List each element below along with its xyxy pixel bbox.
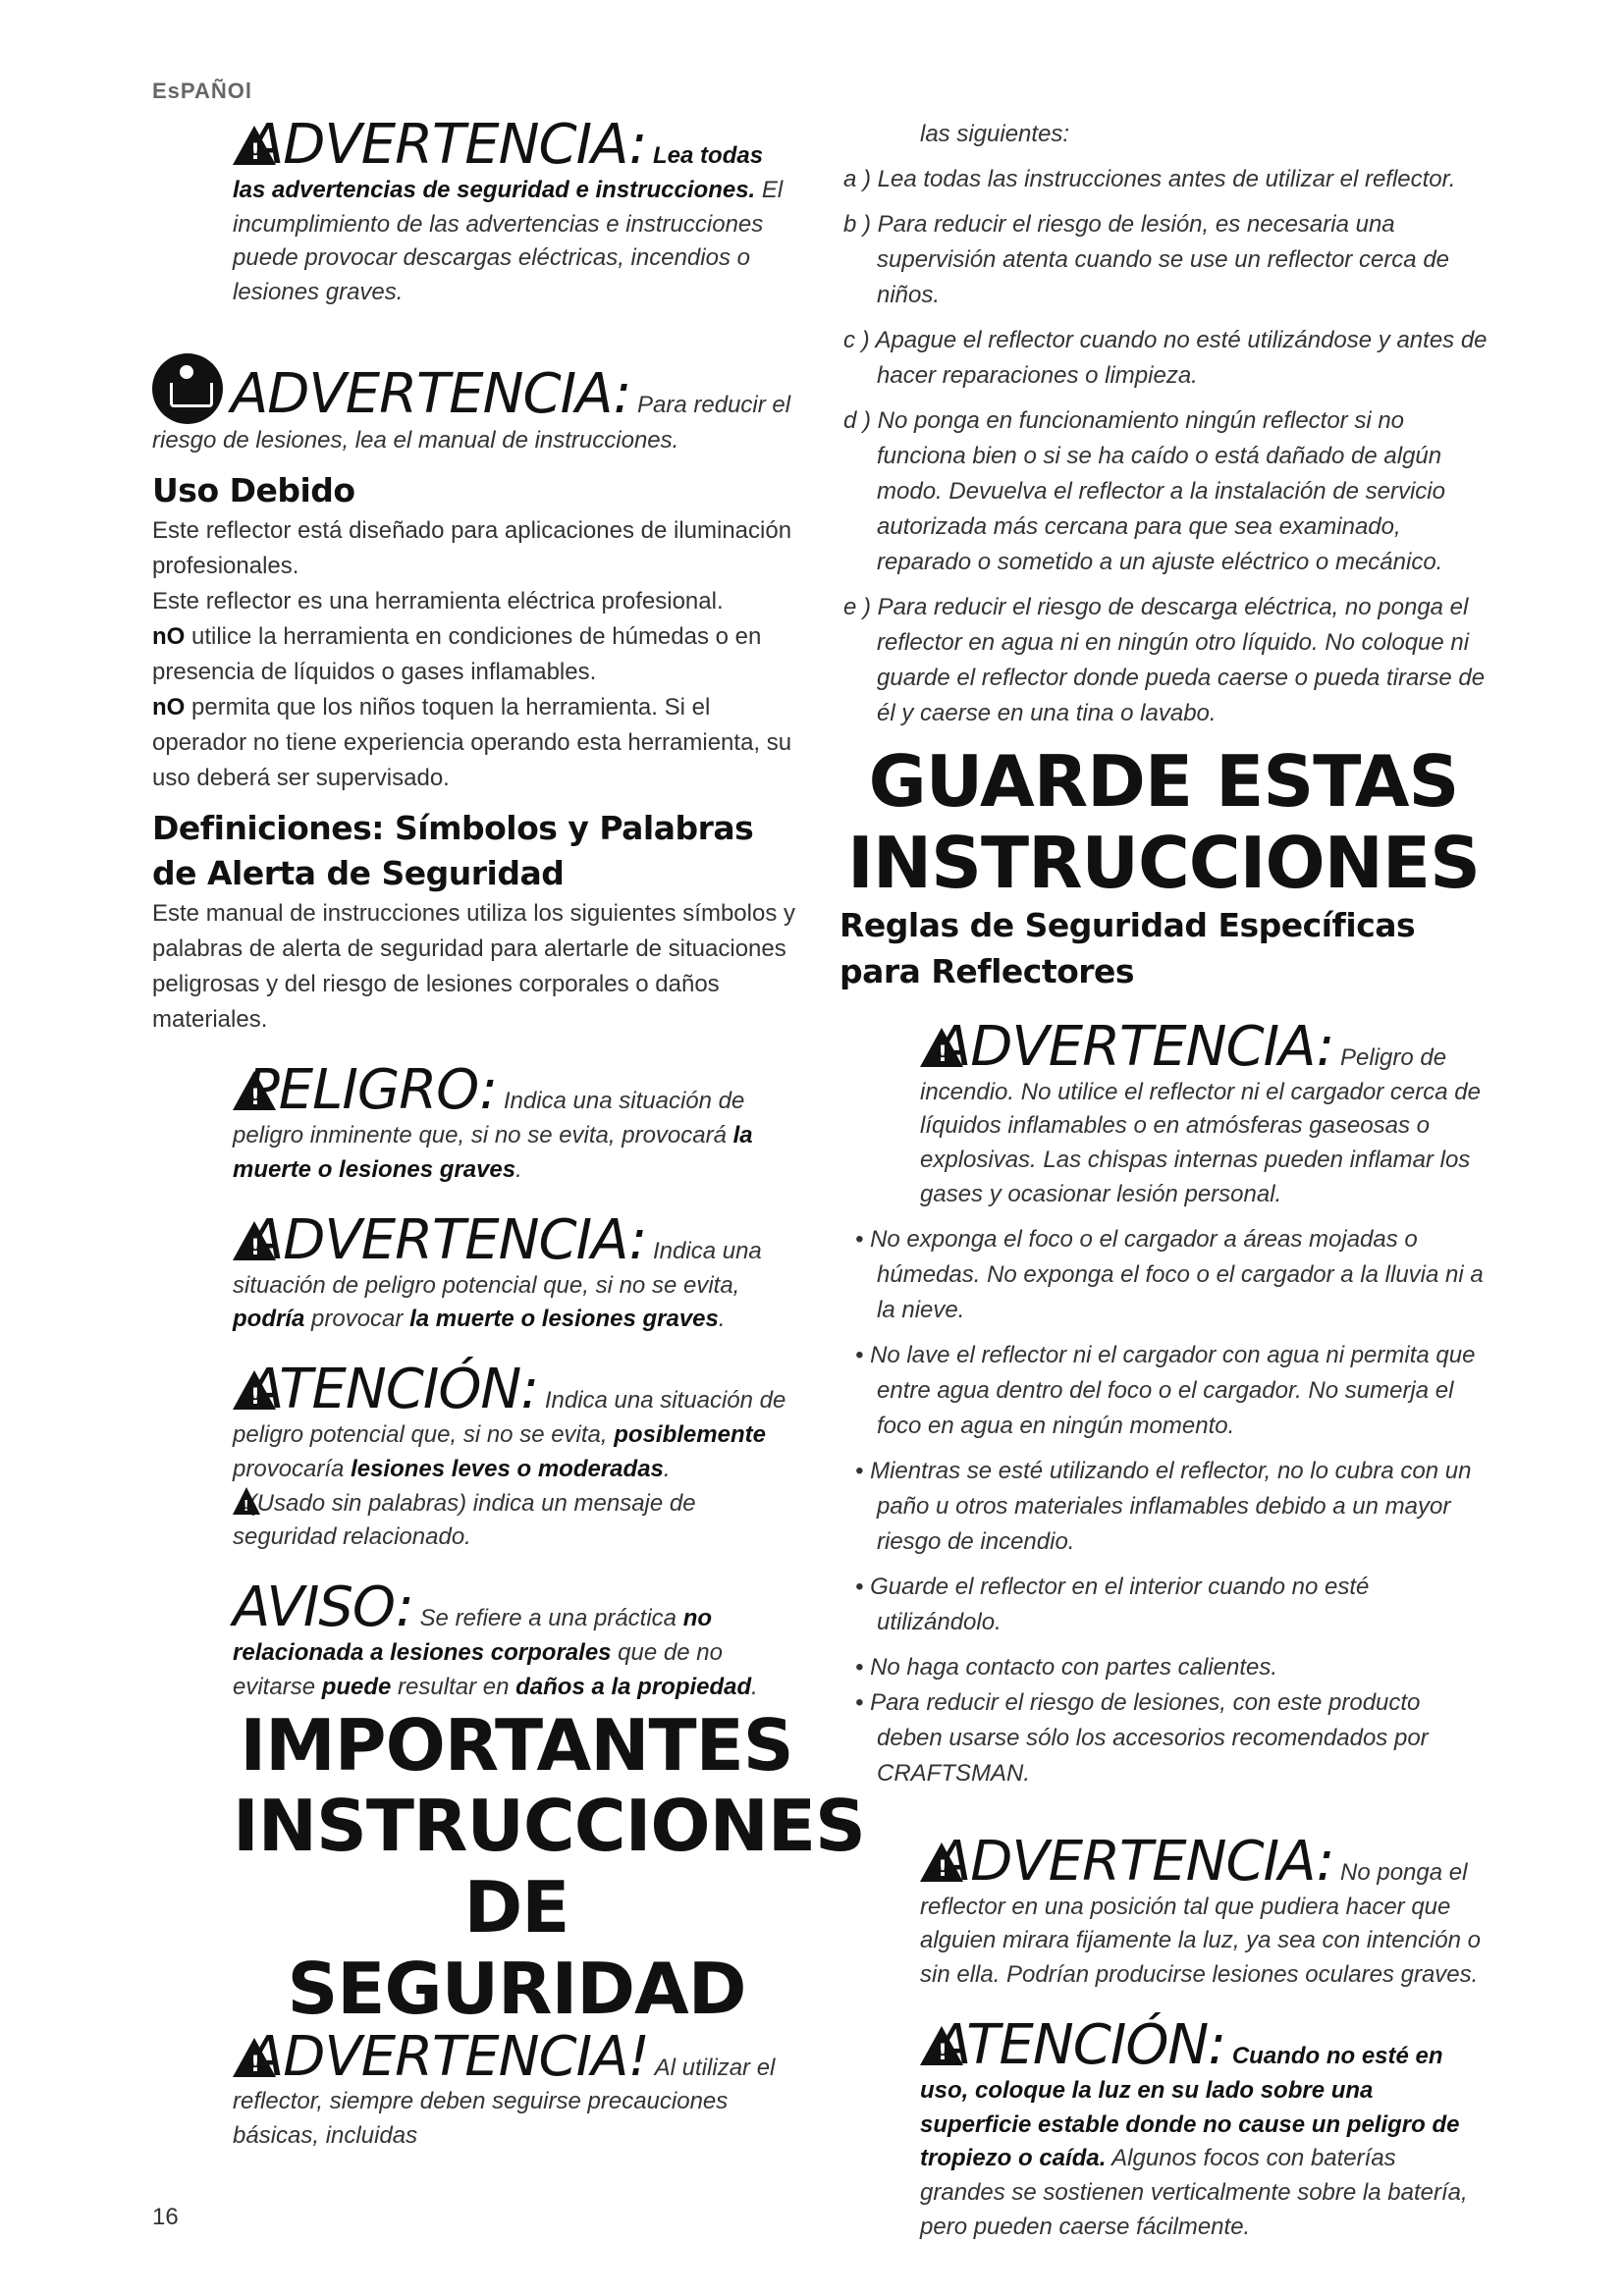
bullet-item: • No lave el reflector ni el cargador con agua ni permita que entre agua dentro del foco o el cargador. No sumerja el foco en agua en ningún momento. <box>855 1341 1476 1439</box>
bullet-item: • Para reducir el riesgo de lesiones, con este producto deben usarse sólo los accesorios recomendados por CRAFTSMAN. <box>855 1688 1429 1787</box>
save-instructions-line: INSTRUCCIONES <box>847 821 1480 904</box>
definiciones-paragraph: Este manual de instrucciones utiliza los siguientes símbolos y palabras de alerta de seguridad para alertarle de situaciones peligrosas y del riesgo de lesiones corporales o daños materiales. <box>152 900 795 1034</box>
section-title-reglas: Reglas de Seguridad Específicas para Reflectores <box>839 906 1416 990</box>
list-item: c ) Apague el reflector cuando no esté utilizándose y antes de hacer reparaciones o limpieza. <box>843 326 1488 389</box>
advertencia-bold: la muerte o lesiones graves <box>409 1306 719 1333</box>
continuation-text: las siguientes: <box>920 121 1070 147</box>
caution-heading: ATENCIÓN: <box>934 2012 1226 2077</box>
peligro-heading: PELIGRO: <box>246 1058 498 1123</box>
warning-triangle-icon <box>233 2038 276 2077</box>
list-item: b ) Para reducir el riesgo de lesión, es necesaria una supervisión atenta cuando se use un reflector cerca de niños. <box>843 210 1450 308</box>
warning-triangle-icon <box>920 1842 963 1882</box>
bullet-item: • Mientras se esté utilizando el reflector, no lo cubra con un paño u otros materiales inflamables debido a un mayor riesgo de incendio. <box>855 1457 1472 1555</box>
aviso-text: resultar en <box>391 1673 516 1700</box>
warning-fire-hazard <box>839 1014 1488 1212</box>
language-label: EsPAÑOl <box>152 79 252 103</box>
section-title-uso: Uso Debido <box>152 470 355 509</box>
warning-heading: ADVERTENCIA! <box>246 2024 649 2089</box>
bullet-item: • No haga contacto con partes calientes. <box>855 1653 1278 1681</box>
warning-heading: ADVERTENCIA: <box>934 1829 1334 1894</box>
uso-paragraph: Este reflector es una herramienta eléctrica profesional. <box>152 587 724 614</box>
peligro-text: . <box>515 1155 522 1183</box>
warning-text: No ponga el reflector en una posición tal que pudiera hacer que alguien mirara fijamente la luz, ya sea con intención o sin ella. Podrían producirse lesiones oculares graves. <box>920 1858 1481 1989</box>
bullet-text: No exponga el foco o el cargador a áreas mojadas o húmedas. No exponga el foco o el cargador a la lluvia ni a la nieve. <box>870 1225 1484 1323</box>
bullet-item: • Guarde el reflector en el interior cuando no esté utilizándolo. <box>855 1573 1370 1635</box>
caution-text: Algunos focos con baterías grandes se sostienen verticalmente sobre la batería, pero pueden caerse fácilmente. <box>920 2145 1468 2240</box>
big-title-line: IMPORTANTES <box>240 1703 793 1787</box>
advertencia-text: provocar <box>304 1306 410 1333</box>
signal-peligro <box>152 1058 800 1187</box>
big-title-line: DE SEGURIDAD <box>287 1866 746 2030</box>
atencion-text: . <box>663 1455 671 1482</box>
warning-read-all <box>152 113 800 310</box>
uso-paragraph: Este reflector está diseñado para aplicaciones de iluminación profesionales. <box>152 516 792 579</box>
bullet-text: Guarde el reflector en el interior cuando no esté utilizándolo. <box>870 1573 1370 1635</box>
warning-triangle-icon <box>233 1221 276 1260</box>
atencion-note: (Usado sin palabras) indica un mensaje de seguridad relacionado. <box>233 1489 696 1551</box>
uso-bold: nO <box>152 622 186 650</box>
aviso-bold: daños a la propiedad <box>515 1673 752 1700</box>
signal-advertencia <box>152 1207 800 1337</box>
atencion-text: Indica una situación de peligro potencial que, si no se evita, <box>233 1387 786 1448</box>
important-safety-title <box>152 1703 865 2030</box>
advertencia-bold: podría <box>233 1306 305 1333</box>
advertencia-heading: ADVERTENCIA: <box>246 1207 647 1272</box>
list-item: d ) No ponga en funcionamiento ningún reflector si no funciona bien o si se ha caído o está dañado de algún modo. Devuelva el reflector a la instalación de servicio autorizada más cercana para que sea examinado, reparado o sometido a un ajuste eléctrico o mecánico. <box>843 406 1445 575</box>
aviso-text: Se refiere a una práctica <box>419 1605 683 1632</box>
read-manual-icon <box>152 353 223 424</box>
peligro-bold: la muerte o lesiones graves <box>233 1122 753 1183</box>
uso-text: utilice la herramienta en condiciones de húmedas o en presencia de líquidos o gases inflamables. <box>152 622 762 685</box>
caution-bold: Cuando no esté en uso, coloque la luz en su lado sobre una superficie estable donde no cause un peligro de tropiezo o caída. <box>920 2042 1460 2172</box>
alert-triangle-icon <box>233 1487 260 1515</box>
bullet-text: No haga contacto con partes calientes. <box>870 1653 1278 1681</box>
advertencia-text: . <box>718 1306 726 1333</box>
warning-triangle-icon <box>233 126 276 165</box>
left-column <box>152 113 865 2154</box>
warning-text: Para reducir el riesgo de lesiones, lea el manual de instrucciones. <box>152 391 791 454</box>
bullet-item: • No exponga el foco o el cargador a áreas mojadas o húmedas. No exponga el foco o el cargador a la lluvia ni a la nieve. <box>855 1225 1484 1323</box>
uso-paragraph <box>152 690 800 796</box>
warning-heading: ADVERTENCIA: <box>231 361 631 426</box>
warning-text: Peligro de incendio. No utilice el reflector ni el cargador cerca de líquidos inflamables o en atmósferas gaseosas o explosivas. Las chispas internas pueden inflamar los gases y ocasionar lesión personal. <box>920 1043 1481 1207</box>
bullet-text: No lave el reflector ni el cargador con agua ni permita que entre agua dentro del foco o el cargador. No sumerja el foco en agua en ningún momento. <box>870 1341 1476 1439</box>
atencion-bold: posiblemente <box>614 1420 766 1448</box>
page-number: 16 <box>152 2204 179 2230</box>
aviso-text: . <box>751 1673 758 1700</box>
precautions-list <box>839 162 1488 731</box>
aviso-bold: puede <box>321 1673 392 1700</box>
list-item: e ) Para reducir el riesgo de descarga eléctrica, no ponga el reflector en agua ni en ningún otro líquido. No coloque ni guarde el reflector donde pueda caerse o pueda tirarse de él y caerse en una tina o lavabo. <box>843 593 1486 726</box>
signal-atencion <box>152 1358 800 1555</box>
save-instructions-line: GUARDE ESTAS <box>868 739 1459 823</box>
warning-heading: ADVERTENCIA: <box>246 113 647 177</box>
warning-bold-text: Lea todas las advertencias de seguridad e instrucciones. <box>233 142 764 203</box>
aviso-bold: no relacionada a lesiones corporales <box>233 1605 713 1666</box>
warning-eye-injury <box>839 1829 1488 1993</box>
caution-triangle-icon <box>920 2026 963 2065</box>
uso-paragraph <box>152 619 800 690</box>
atencion-heading: ATENCIÓN: <box>246 1358 539 1422</box>
warning-text: Al utilizar el reflector, siempre deben seguirse precauciones básicas, incluidas <box>233 2054 776 2150</box>
warning-basic-precautions <box>152 2024 800 2154</box>
signal-aviso <box>152 1575 800 1704</box>
bullet-text: Para reducir el riesgo de lesiones, con este producto deben usarse sólo los accesorios recomendados por CRAFTSMAN. <box>870 1688 1429 1787</box>
atencion-text: provocaría <box>233 1455 352 1482</box>
atencion-bold: lesiones leves o moderadas <box>351 1455 664 1482</box>
aviso-text: que de no evitarse <box>233 1638 723 1700</box>
warning-read-manual <box>152 353 800 458</box>
advertencia-text: Indica una situación de peligro potencial que, si no se evita, <box>233 1237 762 1299</box>
warning-heading: ADVERTENCIA: <box>934 1014 1334 1079</box>
uso-text: permita que los niños toquen la herramienta. Si el operador no tiene experiencia operando esta herramienta, su uso deberá ser supervisado. <box>152 693 792 791</box>
aviso-heading: AVISO: <box>233 1575 413 1640</box>
warning-triangle-icon <box>920 1028 963 1067</box>
caution-triangle-icon <box>233 1370 276 1410</box>
danger-triangle-icon <box>233 1071 276 1110</box>
big-title-line: INSTRUCCIONES <box>233 1785 865 1868</box>
section-title-definiciones: Definiciones: Símbolos y Palabras de Alerta de Seguridad <box>152 808 754 893</box>
warning-text: El incumplimiento de las advertencias e instrucciones puede provocar descargas eléctricas, incendios o lesiones graves. <box>233 176 784 306</box>
list-item: a ) Lea todas las instrucciones antes de utilizar el reflector. <box>843 165 1456 192</box>
peligro-text: Indica una situación de peligro inminente que, si no se evita, provocará <box>233 1088 745 1149</box>
uso-bold: nO <box>152 693 186 721</box>
caution-tip-over <box>839 2012 1488 2245</box>
bullet-text: Mientras se esté utilizando el reflector, no lo cubra con un paño u otros materiales inflamables debido a un mayor riesgo de incendio. <box>870 1457 1472 1555</box>
safety-bullets <box>839 1222 1488 1791</box>
right-column <box>839 118 1488 2245</box>
